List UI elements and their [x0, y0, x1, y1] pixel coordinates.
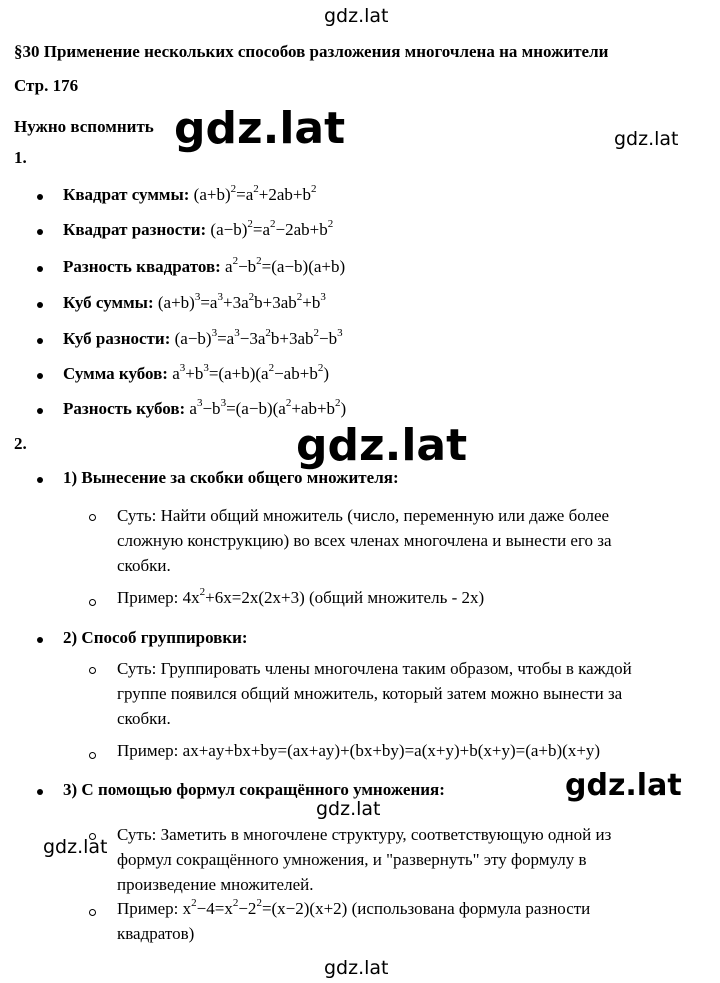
example-note: (использована формула разности [351, 899, 591, 918]
bullet [37, 229, 43, 235]
bullet [37, 338, 43, 344]
watermark-large: gdz.lat [174, 103, 346, 154]
text-line: группе появился общий множитель, который затем можно вынести за [117, 684, 623, 703]
watermark-large: gdz.lat [565, 768, 682, 803]
watermark: gdz.lat [614, 128, 679, 150]
bullet [37, 194, 43, 200]
formula-item: Разность квадратов: $a^2-b^2=(a-b)(a+b)$ [63, 255, 346, 276]
method-title: 3) С помощью формул сокращённого умножения: [63, 780, 445, 799]
formula-name: Разность квадратов: [63, 257, 221, 276]
method-title: 2) Способ группировки: [63, 628, 248, 647]
example-note: квадратов) [117, 924, 195, 943]
formula-item: Сумма кубов: $a^3+b^3=(a+b)(a^2-ab+b^2)$ [63, 362, 329, 383]
page-ref: Стр. 176 [14, 76, 79, 95]
method-essence [117, 822, 717, 897]
method-essence [117, 503, 697, 578]
question-number: 2. [14, 434, 27, 453]
text-line: Суть: Группировать члены многочлена таким образом, чтобы в каждой [117, 659, 632, 678]
method-title: 1) Вынесение за скобки общего множителя: [63, 468, 399, 487]
sub-bullet [89, 514, 96, 521]
formula-item: Куб суммы: $(a+b)^3=a^3+3a^2b+3ab^2+b^3$ [63, 291, 326, 312]
watermark: gdz.lat [316, 798, 381, 820]
example-note: (общий множитель - 2x) [309, 588, 485, 607]
text-line: произведение множителей. [117, 875, 314, 894]
formula-name: Разность кубов: [63, 399, 186, 418]
text-line: скобки. [117, 709, 171, 728]
text-line: Суть: Найти общий множитель (число, переменную или даже более [117, 506, 610, 525]
sub-bullet [89, 909, 96, 916]
watermark: gdz.lat [324, 5, 389, 27]
formula-item: Квадрат суммы: $(a+b)^2=a^2+2ab+b^2$ [63, 183, 317, 204]
sub-bullet [89, 667, 96, 674]
bullet [37, 302, 43, 308]
watermark: gdz.lat [43, 836, 108, 858]
bullet [37, 789, 43, 795]
text-line: формул сокращённого умножения, и "развернуть" эту формулу в [117, 850, 587, 869]
method-essence [117, 656, 717, 731]
example-label: Пример: [117, 899, 179, 918]
formula-item: Куб разности: $(a-b)^3=a^3-3a^2b+3ab^2-b^3$ [63, 327, 343, 348]
method-example: Пример: $x^2-4=x^2-2^2=(x-2)(x+2)$ (использована формула разности квадратов) [117, 896, 717, 946]
formula-name: Куб суммы: [63, 293, 154, 312]
text-line: Суть: Заметить в многочлене структуру, соответствующую одной из [117, 825, 612, 844]
bullet [37, 637, 43, 643]
text-line: скобки. [117, 556, 171, 575]
method-example: Пример: ax+ay+bx+by=(ax+ay)+(bx+by)=a(x+y)+b(x+y)=(a+b)(x+y) [117, 741, 601, 760]
section-heading: §30 Применение нескольких способов разложения многочлена на множители [14, 42, 609, 61]
formula-name: Куб разности: [63, 329, 171, 348]
formula-name: Квадрат разности: [63, 220, 207, 239]
question-number: 1. [14, 148, 27, 167]
example-label: Пример: [117, 588, 179, 607]
text-line: сложную конструкцию) во всех членах многочлена и вынести его за [117, 531, 612, 550]
formula-item: Разность кубов: $a^3-b^3=(a-b)(a^2+ab+b^2)$ [63, 397, 347, 418]
bullet [37, 266, 43, 272]
bullet [37, 408, 43, 414]
formula-name: Квадрат суммы: [63, 185, 190, 204]
method-example: Пример: $4x^2+6x=2x(2x+3)$ (общий множитель - 2x) [117, 586, 485, 607]
sub-bullet [89, 752, 96, 759]
remember-heading: Нужно вспомнить [14, 117, 154, 136]
bullet [37, 477, 43, 483]
sub-bullet [89, 599, 96, 606]
formula-name: Сумма кубов: [63, 364, 168, 383]
watermark-large: gdz.lat [296, 420, 468, 471]
bullet [37, 373, 43, 379]
watermark: gdz.lat [324, 957, 389, 979]
formula-item: Квадрат разности: $(a-b)^2=a^2-2ab+b^2$ [63, 218, 334, 239]
